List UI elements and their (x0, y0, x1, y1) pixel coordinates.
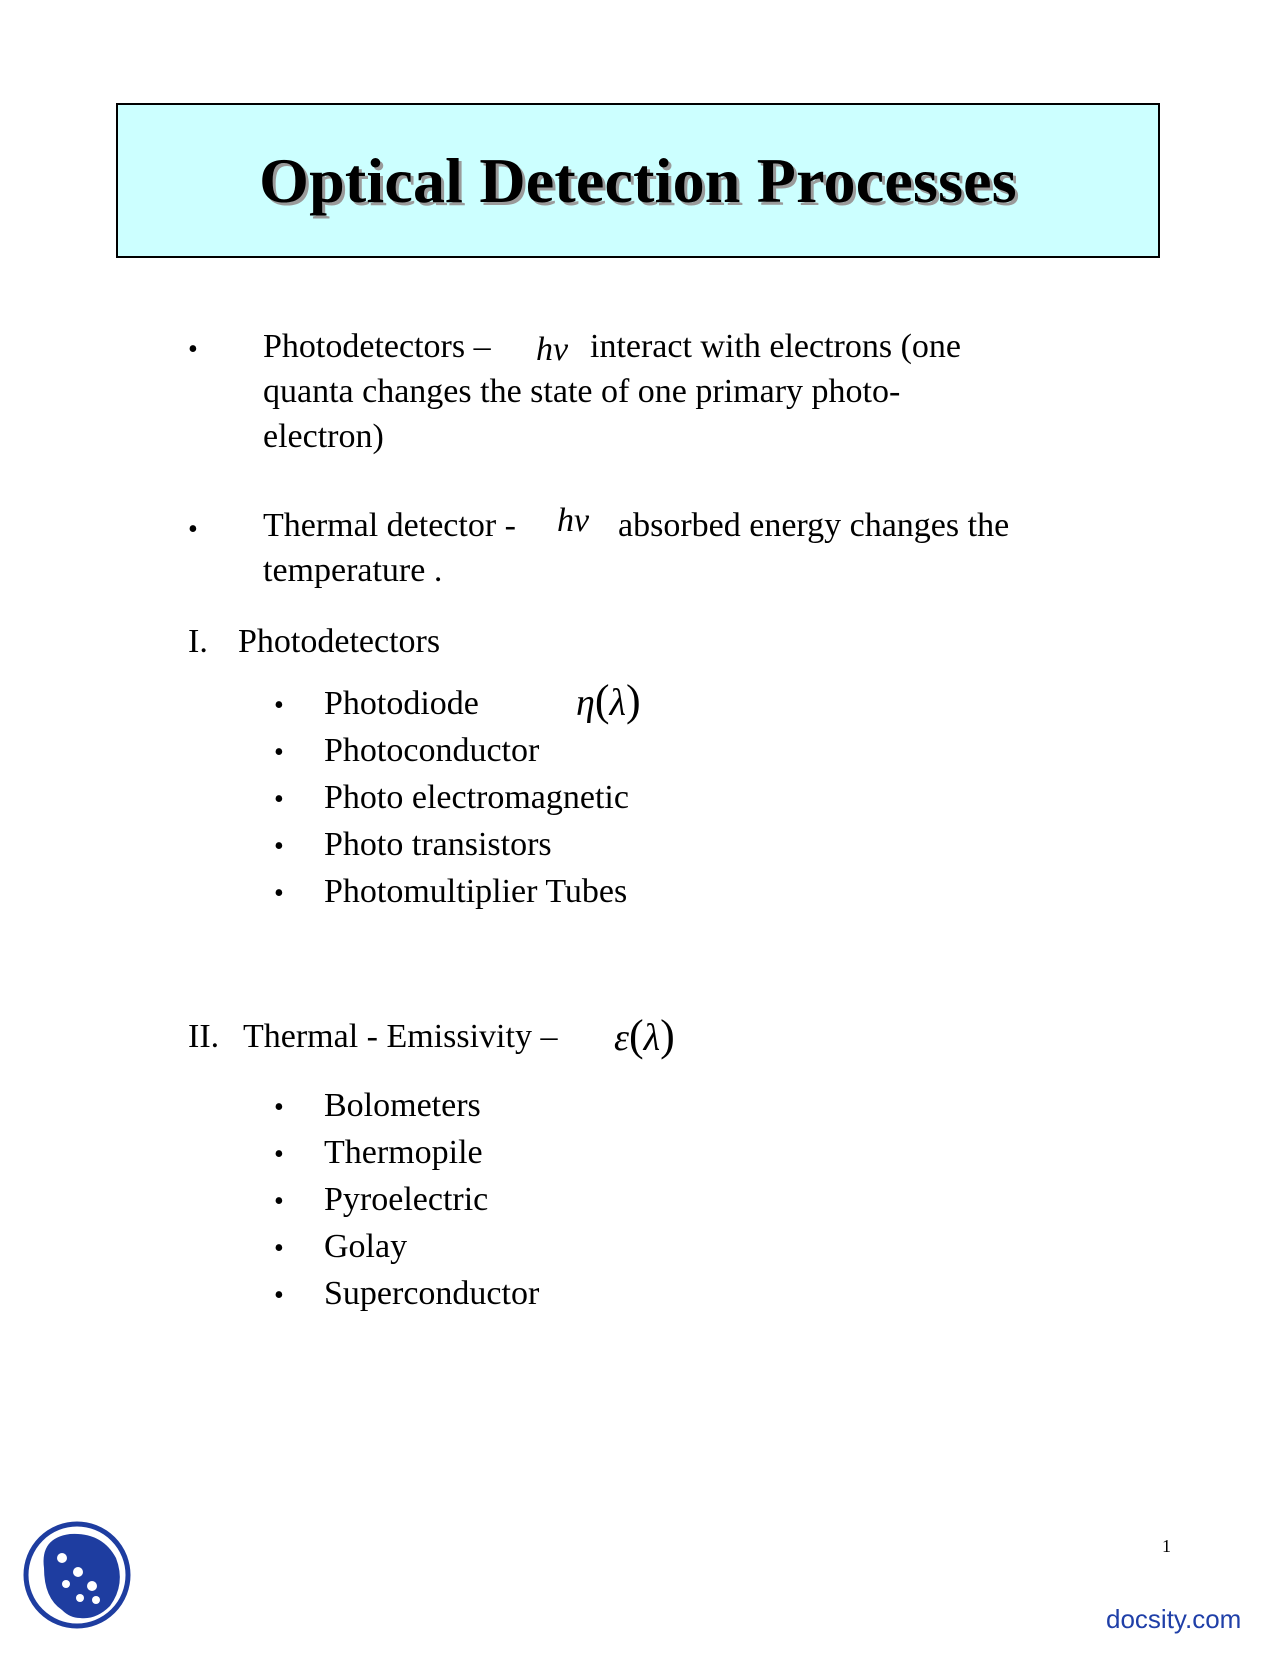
section-2-numeral: II. (188, 1018, 220, 1055)
bullet-marker: • (274, 690, 284, 721)
list-item-label: Photo transistors (324, 826, 552, 863)
list-item-label: Photoconductor (324, 732, 540, 769)
bullet-marker: • (274, 1139, 284, 1170)
bullet-marker: • (274, 1280, 284, 1311)
section-2-list (274, 1083, 539, 1318)
page-title: Optical Detection Processes (259, 144, 1017, 216)
list-item-label: Pyroelectric (324, 1181, 489, 1218)
section-2-heading: Thermal - Emissivity – (243, 1018, 558, 1055)
list-item (274, 681, 629, 728)
section-1-list (274, 681, 629, 916)
formula-arg: λ (609, 682, 626, 724)
list-item (274, 1083, 539, 1130)
intro-2-label: Thermal detector - (263, 507, 516, 544)
list-item (274, 728, 629, 775)
bullet-marker: • (274, 1186, 284, 1217)
formula-lparen: ( (628, 1011, 644, 1060)
bullet-marker: • (274, 1233, 284, 1264)
intro-2-line-1: absorbed energy changes the (618, 507, 1010, 544)
bullet-marker: • (274, 1092, 284, 1123)
intro-1-line-2: quanta changes the state of one primary photo- (263, 373, 901, 410)
formula-rparen: ) (625, 676, 641, 725)
list-item-label: Photo electromagnetic (324, 779, 629, 816)
intro-2-symbol: hν (557, 502, 590, 539)
list-item-label: Thermopile (324, 1134, 483, 1171)
list-item (274, 1224, 539, 1271)
formula-symbol: η (576, 682, 595, 724)
formula-arg: λ (643, 1017, 661, 1059)
list-item (274, 1130, 539, 1177)
intro-2-line-2: temperature . (263, 552, 443, 589)
intro-1-line-3: electron) (263, 418, 384, 455)
bullet-marker: • (274, 784, 284, 815)
page-number: 1 (1162, 1536, 1171, 1556)
list-item-label: Golay (324, 1228, 408, 1265)
bullet-marker: • (274, 831, 284, 862)
docsity-link[interactable]: docsity.com (1106, 1604, 1242, 1634)
list-item (274, 1177, 539, 1224)
docsity-logo-icon (22, 1520, 132, 1630)
intro-1-label: Photodetectors – (263, 328, 491, 365)
section-2-formula (614, 1010, 675, 1061)
bullet-marker: • (188, 334, 198, 365)
intro-1-line-1: interact with electrons (one (590, 328, 962, 365)
list-item (274, 1271, 539, 1318)
list-item (274, 775, 629, 822)
section-1-heading: Photodetectors (238, 623, 441, 660)
bullet-marker: • (274, 737, 284, 768)
intro-1-symbol: hν (536, 331, 569, 368)
title-box (116, 103, 1160, 258)
formula-rparen: ) (660, 1011, 675, 1060)
list-item-label: Photomultiplier Tubes (324, 873, 628, 910)
section-1-numeral: I. (188, 623, 208, 660)
formula-symbol: ε (614, 1017, 629, 1059)
list-item (274, 822, 629, 869)
bullet-marker: • (188, 514, 198, 545)
list-item (274, 869, 629, 916)
list-item-label: Bolometers (324, 1087, 481, 1124)
list-item-label: Superconductor (324, 1275, 540, 1312)
bullet-marker: • (274, 878, 284, 909)
formula-lparen: ( (594, 676, 610, 725)
list-item-label: Photodiode (324, 685, 479, 722)
